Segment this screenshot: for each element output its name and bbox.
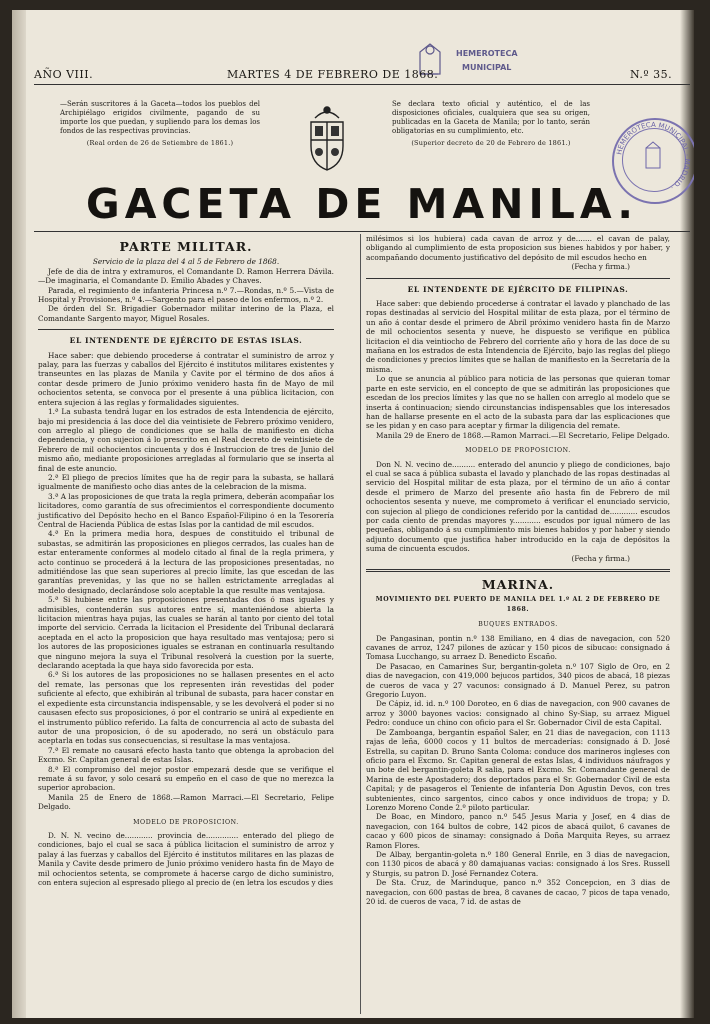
divider xyxy=(38,329,334,330)
ship-entry: De Pasacao, en Camarines Sur, bergantin-goleta n.º 107 Siglo de Oro, en 2 dias de navegacion, con 419,000 bejucos partidos, 340 picos de abacá, 18 piezas de cueros de vaca y 27 vacunos: consignado á D. Manuel Perez, su patron Gregorio Luyon. xyxy=(366,661,670,700)
subscription-notice-text: —Serán suscritores á la Gaceta—todos los pueblos del Archipiélago erigidos civilmente, pagando de su importe los que puedan, y supliendo para los demas los fondos de las respectivas provincias. xyxy=(60,100,260,135)
article-paragraph: Hace saber: que debiendo procederse á contratar el lavado y planchado de las ropas destinadas al servicio del Hospital militar de esta plaza, por el término de un año á contar desde el primero de Abril próximo venidero hasta fin de Marzo de mil ochocientos sesenta y nueve, he dispuesto se verifique en pública licitacion el dia veintiocho de Febrero del corriente año y hora de las doce de su mañana en los estrados de esta Intendencia de Ejército, bajo las reglas del pliego de condiciones y precios límites que se hallan de manifiesto en la Secretaría de la misma. xyxy=(366,299,670,374)
intendente-heading: EL INTENDENTE DE EJÉRCITO DE ESTAS ISLAS. xyxy=(69,336,303,346)
article-paragraph: 4.ª En la primera media hora, despues de constituido el tribunal de subastas, se admitirán las proposiciones en pliegos cerrados, las cuales han de estar enteramente conformes al modelo citado al final de la regla primera, y acto continuo se procederá á la lectura de las proposiciones presentadas, no admitiéndose las que sean superiores al precio límite, las que escedan de las garantías prevenidas, y las que no se hallen estrictamente arregladas al modelo designado, declarándose solo aceptable la que resulte mas ventajosa. xyxy=(38,529,334,595)
signature-line: Manila 25 de Enero de 1868.—Ramon Marraci.—El Secretario, Felipe Delgado. xyxy=(38,792,334,812)
article-paragraph: 7.ª El remate no causará efecto hasta tanto que obtenga la aprobacion del Excmo. Sr. Capitan general de estas Islas. xyxy=(38,745,334,765)
right-column xyxy=(366,234,670,906)
svg-text:HEMEROTECA: HEMEROTECA xyxy=(456,49,518,58)
article-paragraph: 8.ª El compromiso del mejor postor empezará desde que se verifique el remate á su favor, y solo cesará su empeño en el caso de que no merezca la superior aprobacion. xyxy=(38,764,334,793)
service-line: De órden del Sr. Brigadier Gobernador militar interino de la Plaza, el Comandante Sargento mayor, Miguel Rosales. xyxy=(38,304,334,323)
section-title-marina: MARINA. xyxy=(481,577,555,592)
divider xyxy=(366,278,670,279)
article-paragraph: Lo que se anuncia al público para noticia de las personas que quieran tomar parte en este servicio, en el concepto de que se admitirán las proposiciones que escedan de los precios límites y las que no se hallen con arreglo al modelo que se inserta á continuacion; siendo circunstancias indispensables que los interesados han de hallarse presente en el acto de la subasta para dar las esplicaciones que se les pidan y en caso para aceptar y firmar la diligencia del remate. xyxy=(366,374,670,431)
ship-entry: De Pangasinan, pontin n.º 138 Emiliano, en 4 dias de navegacion, con 520 cavanes de arroz, 1247 pilones de azúcar y 150 picos de sibucao: consignado á Tomasa Lucchango, su arraez D. Benedicto Escaño. xyxy=(366,633,670,662)
ship-entry: De Boac, en Mindoro, panco n.º 545 Jesus Maria y Josef, en 4 dias de navegacion, con 164 bultos de cobre, 142 picos de abacá quilot, 6 cavanes de cacao y 600 picos de sinamay: consignado á Doña Marquita Reyes, su arraez Ramon Flores. xyxy=(366,812,670,850)
svg-text:MUNICIPAL: MUNICIPAL xyxy=(462,63,512,72)
service-heading: Servicio de la plaza del 4 al 5 de Febrero de 1868. xyxy=(92,257,280,267)
binding-spine xyxy=(12,10,26,1018)
article-paragraph: Hace saber: que debiendo procederse á contratar el suministro de arroz y palay, para las fuerzas y caballos del Ejército é institutos militares existentes y transeuntes en las plazas de Manila y Cavite por el término de dos años á contar desde primero de Junio próximo venidero hasta fin de Mayo de mil ochocientos setenta, se convoca por el presente á una pública licitacion, con entera sujecion á las reglas y formalidades siguientes. xyxy=(38,350,334,407)
issue-date: MARTES 4 DE FEBRERO DE 1868. xyxy=(227,68,439,81)
svg-text:HEMEROTECA MUNICIPAL · MADRID: HEMEROTECA MUNICIPAL · MADRID · xyxy=(615,120,692,192)
article-paragraph: 6.ª Si los autores de las proposiciones no se hallasen presentes en el acto del remate, las personas que los representen irán revestidas del poder suficiente al efecto, que exhibirán al tribunal de subasta, para hacer constar en el expediente esta circunstancia indispensable, y se les devolverá el poder si no causasen efecto sus proposiciones, ó por el contrario se unirá al expediente en el instrumento público referido. La falta de concurrencia al acto de subasta del autor de una proposicion, ó de su apoderado, no será un obstáculo para aceptarla en todas sus consecuencias, si resultase la mas ventajosa. xyxy=(38,670,334,746)
masthead-rule xyxy=(34,231,690,232)
header-rule xyxy=(34,84,690,85)
ship-entry: De Cápiz, id. id. n.º 100 Doroteo, en 6 dias de navegacion, con 900 cavanes de arroz y 3000 bayones vacios: consignado al chino Sy-Siap, su arraez Miguel Pedro: conduce un chino con oficio para el Sr. Gobernador Civil de esta Capital. xyxy=(366,699,670,728)
article-paragraph: 3.ª A las proposiciones de que trata la regla primera, deberán acompañar los licitadores, como garantía de sus ofrecimientos el correspondiente documento justificativo del Depósito hecho en el Banco Español-Filipino ó en la Tesorería Central de Hacienda Pública de estas Islas por la cantidad de mil escudos. xyxy=(38,491,334,529)
subscription-notice-source: (Real orden de 26 de Setiembre de 1861.) xyxy=(86,139,234,147)
masthead-title: GACETA DE MANILA. xyxy=(86,180,638,228)
signature-line: Manila 29 de Enero de 1868.—Ramon Marraci.—El Secretario, Felipe Delgado. xyxy=(376,430,670,440)
official-text-notice xyxy=(392,100,590,148)
official-text-notice-text: Se declara texto oficial y auténtico, el de las disposiciones oficiales, cualquiera que sea su origen, publicadas en la Gaceta de Manila; por lo tanto, serán obligatorias en su cumplimiento, etc. xyxy=(392,100,590,135)
fecha-firma: (Fecha y firma.) xyxy=(571,553,630,563)
port-movement-heading: MOVIMIENTO DEL PUERTO DE MANILA DEL 1.º AL 2 DE FEBRERO DE 1868. xyxy=(375,596,661,613)
modelo-text: D. N. N. vecino de............ provincia de.............. enterado del pliego de condiciones, bajo el cual se saca á pública licitacion el suministro de arroz y palay á las fuerzas y caballos del Ejército é institutos militares en las plazas de Manila y Cavite desde primero de Junio próximo venidero hasta fin de Mayo de mil ochocientos setenta, se compromete á hacerse cargo de dicho suministro, con entera sujecion al espresado pliego al precio de (en letra los escudos y dies xyxy=(38,830,334,887)
section-title-parte-militar: PARTE MILITAR. xyxy=(119,239,253,254)
year-label: AÑO VIII. xyxy=(34,68,94,81)
fecha-firma: (Fecha y firma.) xyxy=(571,262,630,272)
modelo-text: Don N. N. vecino de.......... enterado del anuncio y pliego de condiciones, bajo el cual se saca á pública subasta el lavado y planchado de las ropas destinadas al servicio del Hospital militar de esta plaza, por el término de un año á contar desde el primero de Marzo del presente año hasta fin de Febrero de mil ochocientos sesenta y nueve, me comprometo á verificar el enunciado servicio, con sujecion al pliego de condiciones referido por la cantidad de............ escudos por cada ciento de prendas mayores y............ escudos por igual número de las pequeñas, obligando á su cumplimiento mis bienes habidos y por haber y siendo adjunto documento que justifica haber introducido en la caja de depósitos la suma de cincuenta escudos. xyxy=(366,459,670,554)
article-paragraph: 5.ª Si hubiese entre las proposiciones presentadas dos ó mas iguales y admisibles, contenderán sus autores entre sí, manteniéndose abierta la licitacion mientras haya pujas, las cuales se harán al tanto por ciento del total importe del servicio. Cerrada la licitacion el Presidente del Tribunal declarará aceptada en el acto la proposicion que haya resultado mas ventajosa; pero si los autores de las proposiciones iguales se estranan en continuarla resultando que ninguno mejora la suya el Tribunal resolverá la cuestion por la suerte, declarando aceptada la que haya sido favorecida por esta. xyxy=(38,595,334,671)
ship-entry: De Zamboanga, bergantin español Saler, en 21 dias de navegacion, con 1113 rajas de leña, 6000 cocos y 11 bultos de mercaderías: consignado á D. José Estrella, su capitan D. Bruno Santa Coloma: conduce dos marineros ingleses con oficio para el Excmo. Sr. Capitan general de estas Islas, 4 individuos náufragos y un bote del bergantin-goleta R salia, para el Excmo. Sr. Comandante general de Marina de este Apostadero; dos deportados para el Sr. Gobernador Civil de esta Capital; y de pasageros el Teniente de infantería Don Agustin Devos, con tres subtenientes, cinco sargentos, cinco cabos y once individuos de tropa; y D. Lorenzo Moreno Conde 2.º piloto particular. xyxy=(366,727,670,812)
column-divider xyxy=(360,234,361,1014)
left-column xyxy=(38,234,334,887)
intendente-heading: EL INTENDENTE DE EJÉRCITO DE FILIPINAS. xyxy=(407,284,629,294)
subscription-notice xyxy=(60,100,260,148)
official-text-notice-source: (Superior decreto de 20 de Febrero de 1861.) xyxy=(411,139,571,147)
service-line: Jefe de dia de intra y extramuros, el Comandante D. Ramon Herrera Dávila.—De imaginaria, el Comandante D. Emilio Abades y Chaves. xyxy=(38,266,334,286)
service-line: Parada, el regimiento de infanteria Princesa n.º 7.—Rondas, n.º 5.—Vista de Hospital y Provisiones, n.º 4.—Sargento para el paseo de los enfermos, n.º 2. xyxy=(38,285,334,305)
ship-entry: De Albay, bergantin-goleta n.º 180 General Enrile, en 3 dias de navegacion, con 1130 picos de abacá y 80 damajuanas vacias: consignado á los Sres. Russell y Sturgis, su patron D. José Fernandez Cotera. xyxy=(366,849,670,878)
ships-entered-heading: BUQUES ENTRADOS. xyxy=(478,621,558,629)
ship-entry: De Sta. Cruz, de Marinduque, panco n.º 352 Concepcion, en 3 dias de navegacion, con 600 pastas de brea, 8 cavanes de cacao, 7 picos de tapa venado, 20 id. de cueros de vaca, 7 id. de astas de xyxy=(366,878,670,906)
royal-crest-icon xyxy=(301,104,353,176)
newspaper-page xyxy=(12,10,694,1018)
modelo-heading: MODELO DE PROPOSICION. xyxy=(133,818,239,826)
article-paragraph: 1.ª La subasta tendrá lugar en los estrados de esta Intendencia de ejército, bajo mi presidencia á las doce del dia veintisiete de Febrero próximo venidero, con arreglo al pliego de condiciones que se halla de manifiesto en dicha dependencia, y con sujecion á lo prescrito en el Real decreto de veintisiete de Febrero de mil ochocientos cincuenta y dos é Instruccion de tres de Junio del mismo año, mediante proposiciones arregladas al formulario que se inserta al final de este anuncio. xyxy=(38,407,334,473)
article-paragraph: 2.ª El pliego de precios límites que ha de regir para la subasta, se hallará igualmente de manifiesto ocho dias antes de la celebracion de la misma. xyxy=(38,472,334,492)
continued-text: milésimos si los hubiera) cada cavan de arroz y de....... el cavan de palay, obligando al cumplimiento de esta proposicion sus bienes habidos y por haber, y acompañando documento justificativo del depósito de mil escudos hecho en xyxy=(366,234,670,262)
section-divider xyxy=(366,569,670,572)
modelo-heading: MODELO DE PROPOSICION. xyxy=(465,447,571,455)
issue-number: N.º 35. xyxy=(630,68,673,81)
